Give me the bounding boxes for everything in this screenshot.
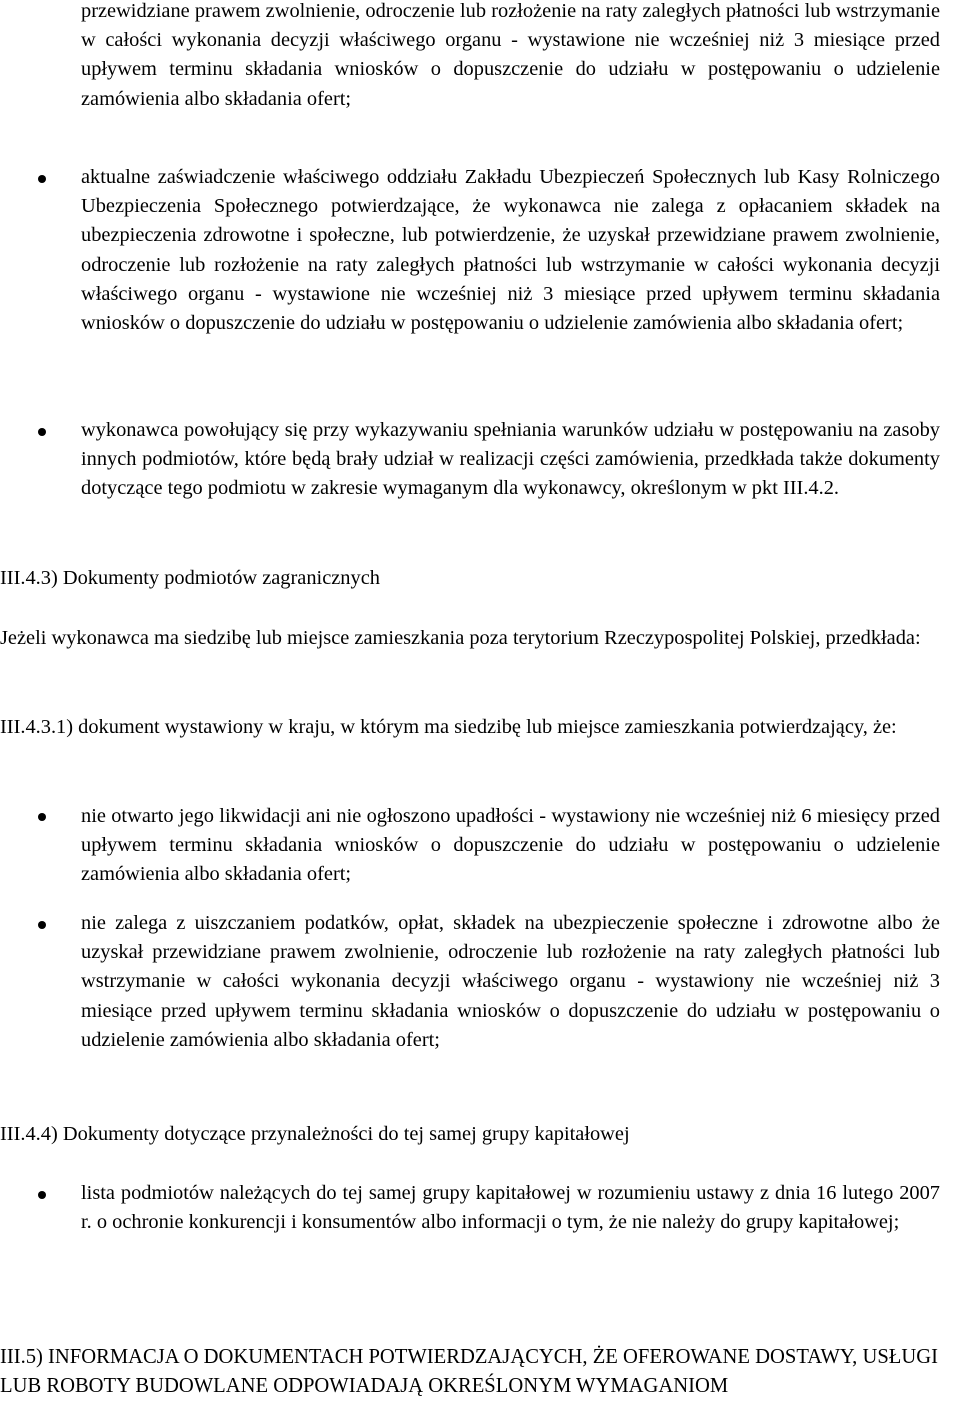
list-item-zus-certificate: aktualne zaświadczenie właściwego oddziału Zakładu Ubezpieczeń Społecznych lub Kasy Rolniczego Ubezpieczenia Społecznego potwierdzające, że wykonawca nie zalega z opłacaniem składek na ubezpieczenia zdrowotne i społeczne, lub potwierdzenie, że uzyskał przewidziane prawem zwolnienie, odroczenie lub rozłożenie na raty zaległych płatności lub wstrzymanie w całości wykonania decyzji właściwego organu - wystawione nie wcześniej niż 3 miesiące przed upływem terminu składania wniosków o dopuszczenie do udziału w postępowaniu o udzielenie zamówienia albo składania ofert; — [81, 166, 940, 335]
section-heading-capital-group: III.4.4) Dokumenty dotyczące przynależności do tej samej grupy kapitałowej — [0, 1123, 630, 1145]
paragraph-issued-document: III.4.3.1) dokument wystawiony w kraju, w którym ma siedzibę lub miejsce zamieszkania potwierdzający, że: — [0, 716, 897, 738]
list-item-no-tax-arrears: nie zalega z uiszczaniem podatków, opłat, składek na ubezpieczenie społeczne i zdrowotne albo że uzyskał przewidziane prawem zwolnienie, odroczenie lub rozłożenie na raty zaległych płatności lub wstrzymanie w całości wykonania decyzji właściwego organu - wystawiony nie wcześniej niż 3 miesiące przed upływem terminu składania wniosków o dopuszczenie do udziału w postępowaniu o udzielenie zamówienia albo składania ofert; — [81, 912, 940, 1051]
bullet-icon — [38, 813, 46, 821]
paragraph-foreign-seat: Jeżeli wykonawca ma siedzibę lub miejsce zamieszkania poza terytorium Rzeczypospolitej Polskiej, przedkłada: — [0, 627, 921, 649]
list-item-third-party-resources: wykonawca powołujący się przy wykazywaniu spełniania warunków udziału w postępowaniu na zasoby innych podmiotów, które będą brały udział w realizacji części zamówienia, przedkłada także dokumenty dotyczące tego podmiotu w zakresie wymaganym dla wykonawcy, określonym w pkt III.4.2. — [81, 419, 940, 500]
list-item-capital-group-list: lista podmiotów należących do tej samej grupy kapitałowej w rozumieniu ustawy z dnia 16 lutego 2007 r. o ochronie konkurencji i konsumentów albo informacji o tym, że nie należy do grupy kapitałowej; — [81, 1182, 940, 1234]
bullet-icon — [38, 175, 46, 183]
continuation-paragraph: przewidziane prawem zwolnienie, odroczenie lub rozłożenie na raty zaległych płatności lub wstrzymanie w całości wykonania decyzji właściwego organu - wystawione nie wcześniej niż 3 miesiące przed upływem terminu składania wniosków o dopuszczenie do udziału w postępowaniu o udzielenie zamówienia albo składania ofert; — [81, 0, 940, 110]
bullet-icon — [38, 1191, 46, 1199]
section-heading-conformity-documents: III.5) INFORMACJA O DOKUMENTACH POTWIERDZAJĄCYCH, ŻE OFEROWANE DOSTAWY, USŁUGI LUB ROBOTY BUDOWLANE ODPOWIADAJĄ OKREŚLONYM WYMAGANIOM — [0, 1346, 938, 1398]
section-heading-foreign-entities: III.4.3) Dokumenty podmiotów zagranicznych — [0, 567, 380, 589]
list-item-no-liquidation: nie otwarto jego likwidacji ani nie ogłoszono upadłości - wystawiony nie wcześniej niż 6 miesięcy przed upływem terminu składania wniosków o dopuszczenie do udziału w postępowaniu o udzielenie zamówienia albo składania ofert; — [81, 805, 940, 886]
bullet-icon — [38, 428, 46, 436]
bullet-icon — [38, 921, 46, 929]
